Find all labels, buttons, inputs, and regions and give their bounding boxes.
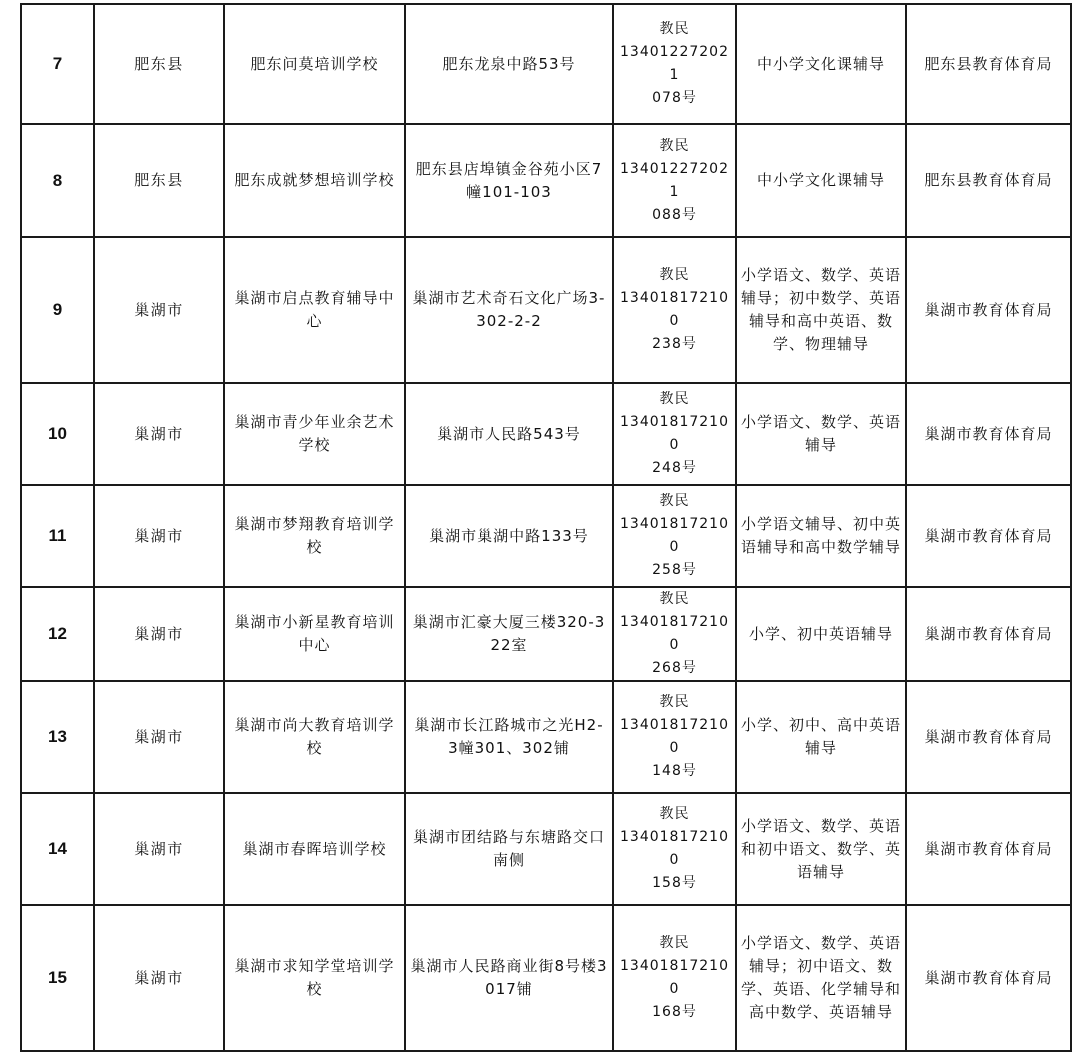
scope-cell: 小学语文、数学、英语辅导；初中语文、数学、英语、化学辅导和高中数学、英语辅导	[736, 905, 906, 1051]
scope-cell: 中小学文化课辅导	[736, 124, 906, 237]
school-name-cell: 肥东问莫培训学校	[224, 4, 405, 124]
table-row	[21, 124, 1071, 237]
license-suffix: 148号	[652, 763, 697, 779]
license-number: 134018172100	[620, 614, 729, 653]
scope-cell: 小学语文、数学、英语辅导；初中数学、英语辅导和高中英语、数学、物理辅导	[736, 237, 906, 383]
license-prefix: 教民	[659, 935, 690, 951]
license-prefix: 教民	[659, 694, 690, 710]
scope-cell: 小学、初中、高中英语辅导	[736, 681, 906, 793]
address-cell: 巢湖市人民路商业街8号楼3017铺	[405, 905, 613, 1051]
table-row	[21, 4, 1071, 124]
row-number: 8	[21, 124, 94, 237]
scope-cell: 小学语文辅导、初中英语辅导和高中数学辅导	[736, 485, 906, 587]
school-name-cell: 巢湖市小新星教育培训中心	[224, 587, 405, 681]
county-cell: 巢湖市	[94, 587, 224, 681]
scope-cell: 小学语文、数学、英语和初中语文、数学、英语辅导	[736, 793, 906, 905]
county-cell: 巢湖市	[94, 681, 224, 793]
license-number: 134018172100	[620, 414, 729, 453]
license-suffix: 268号	[652, 660, 697, 676]
license-cell	[613, 587, 736, 681]
license-number: 134018172100	[620, 958, 729, 997]
license-number: 134012272021	[620, 160, 729, 200]
table-row	[21, 485, 1071, 587]
scope-cell: 小学、初中英语辅导	[736, 587, 906, 681]
license-prefix: 教民	[659, 21, 690, 37]
license-cell	[613, 793, 736, 905]
school-name-cell: 巢湖市梦翔教育培训学校	[224, 485, 405, 587]
table-row	[21, 681, 1071, 793]
license-number: 134012272021	[620, 44, 729, 83]
county-cell: 肥东县	[94, 124, 224, 237]
address-cell: 巢湖市团结路与东塘路交口南侧	[405, 793, 613, 905]
row-number: 7	[21, 4, 94, 124]
license-suffix: 248号	[652, 460, 697, 476]
address-cell: 巢湖市汇豪大厦三楼320-322室	[405, 587, 613, 681]
training-institution-table	[20, 3, 1072, 1052]
license-cell	[613, 485, 736, 587]
license-number: 134018172100	[620, 290, 729, 329]
row-number: 13	[21, 681, 94, 793]
county-cell: 巢湖市	[94, 905, 224, 1051]
license-cell	[613, 124, 736, 237]
address-cell: 巢湖市巢湖中路133号	[405, 485, 613, 587]
county-cell: 巢湖市	[94, 793, 224, 905]
row-number: 15	[21, 905, 94, 1051]
school-name-cell: 肥东成就梦想培训学校	[224, 124, 405, 237]
scope-cell: 中小学文化课辅导	[736, 4, 906, 124]
address-cell: 巢湖市长江路城市之光H2-3幢301、302铺	[405, 681, 613, 793]
row-number: 12	[21, 587, 94, 681]
license-number: 134018172100	[620, 516, 729, 555]
license-suffix: 168号	[652, 1004, 697, 1020]
authority-cell: 巢湖市教育体育局	[906, 237, 1071, 383]
school-name-cell: 巢湖市青少年业余艺术学校	[224, 383, 405, 485]
county-cell: 巢湖市	[94, 237, 224, 383]
license-suffix: 238号	[652, 336, 697, 352]
authority-cell: 巢湖市教育体育局	[906, 793, 1071, 905]
address-cell: 肥东龙泉中路53号	[405, 4, 613, 124]
license-cell	[613, 4, 736, 124]
table-row	[21, 793, 1071, 905]
address-cell: 肥东县店埠镇金谷苑小区7幢101-103	[405, 124, 613, 237]
row-number: 10	[21, 383, 94, 485]
table-row	[21, 587, 1071, 681]
school-name-cell: 巢湖市春晖培训学校	[224, 793, 405, 905]
authority-cell: 巢湖市教育体育局	[906, 681, 1071, 793]
license-suffix: 258号	[652, 562, 697, 578]
license-cell	[613, 905, 736, 1051]
row-number: 11	[21, 485, 94, 587]
scope-cell: 小学语文、数学、英语辅导	[736, 383, 906, 485]
license-prefix: 教民	[659, 267, 690, 283]
authority-cell: 巢湖市教育体育局	[906, 587, 1071, 681]
county-cell: 巢湖市	[94, 485, 224, 587]
license-prefix: 教民	[659, 493, 690, 509]
table-row	[21, 383, 1071, 485]
license-suffix: 088号	[652, 206, 697, 223]
authority-cell: 巢湖市教育体育局	[906, 485, 1071, 587]
license-prefix: 教民	[659, 591, 690, 607]
license-suffix: 078号	[652, 90, 697, 106]
authority-cell: 巢湖市教育体育局	[906, 905, 1071, 1051]
row-number: 9	[21, 237, 94, 383]
authority-cell: 肥东县教育体育局	[906, 124, 1071, 237]
county-cell: 巢湖市	[94, 383, 224, 485]
address-cell: 巢湖市艺术奇石文化广场3-302-2-2	[405, 237, 613, 383]
school-name-cell: 巢湖市启点教育辅导中心	[224, 237, 405, 383]
table-row	[21, 905, 1071, 1051]
license-number: 134018172100	[620, 717, 729, 756]
table-row	[21, 237, 1071, 383]
license-cell	[613, 681, 736, 793]
license-cell	[613, 383, 736, 485]
license-prefix: 教民	[659, 391, 690, 407]
authority-cell: 巢湖市教育体育局	[906, 383, 1071, 485]
license-suffix: 158号	[652, 875, 697, 891]
county-cell: 肥东县	[94, 4, 224, 124]
address-cell: 巢湖市人民路543号	[405, 383, 613, 485]
license-prefix: 教民	[659, 137, 690, 154]
authority-cell: 肥东县教育体育局	[906, 4, 1071, 124]
row-number: 14	[21, 793, 94, 905]
school-name-cell: 巢湖市尚大教育培训学校	[224, 681, 405, 793]
license-cell	[613, 237, 736, 383]
license-prefix: 教民	[659, 806, 690, 822]
school-name-cell: 巢湖市求知学堂培训学校	[224, 905, 405, 1051]
license-number: 134018172100	[620, 829, 729, 868]
